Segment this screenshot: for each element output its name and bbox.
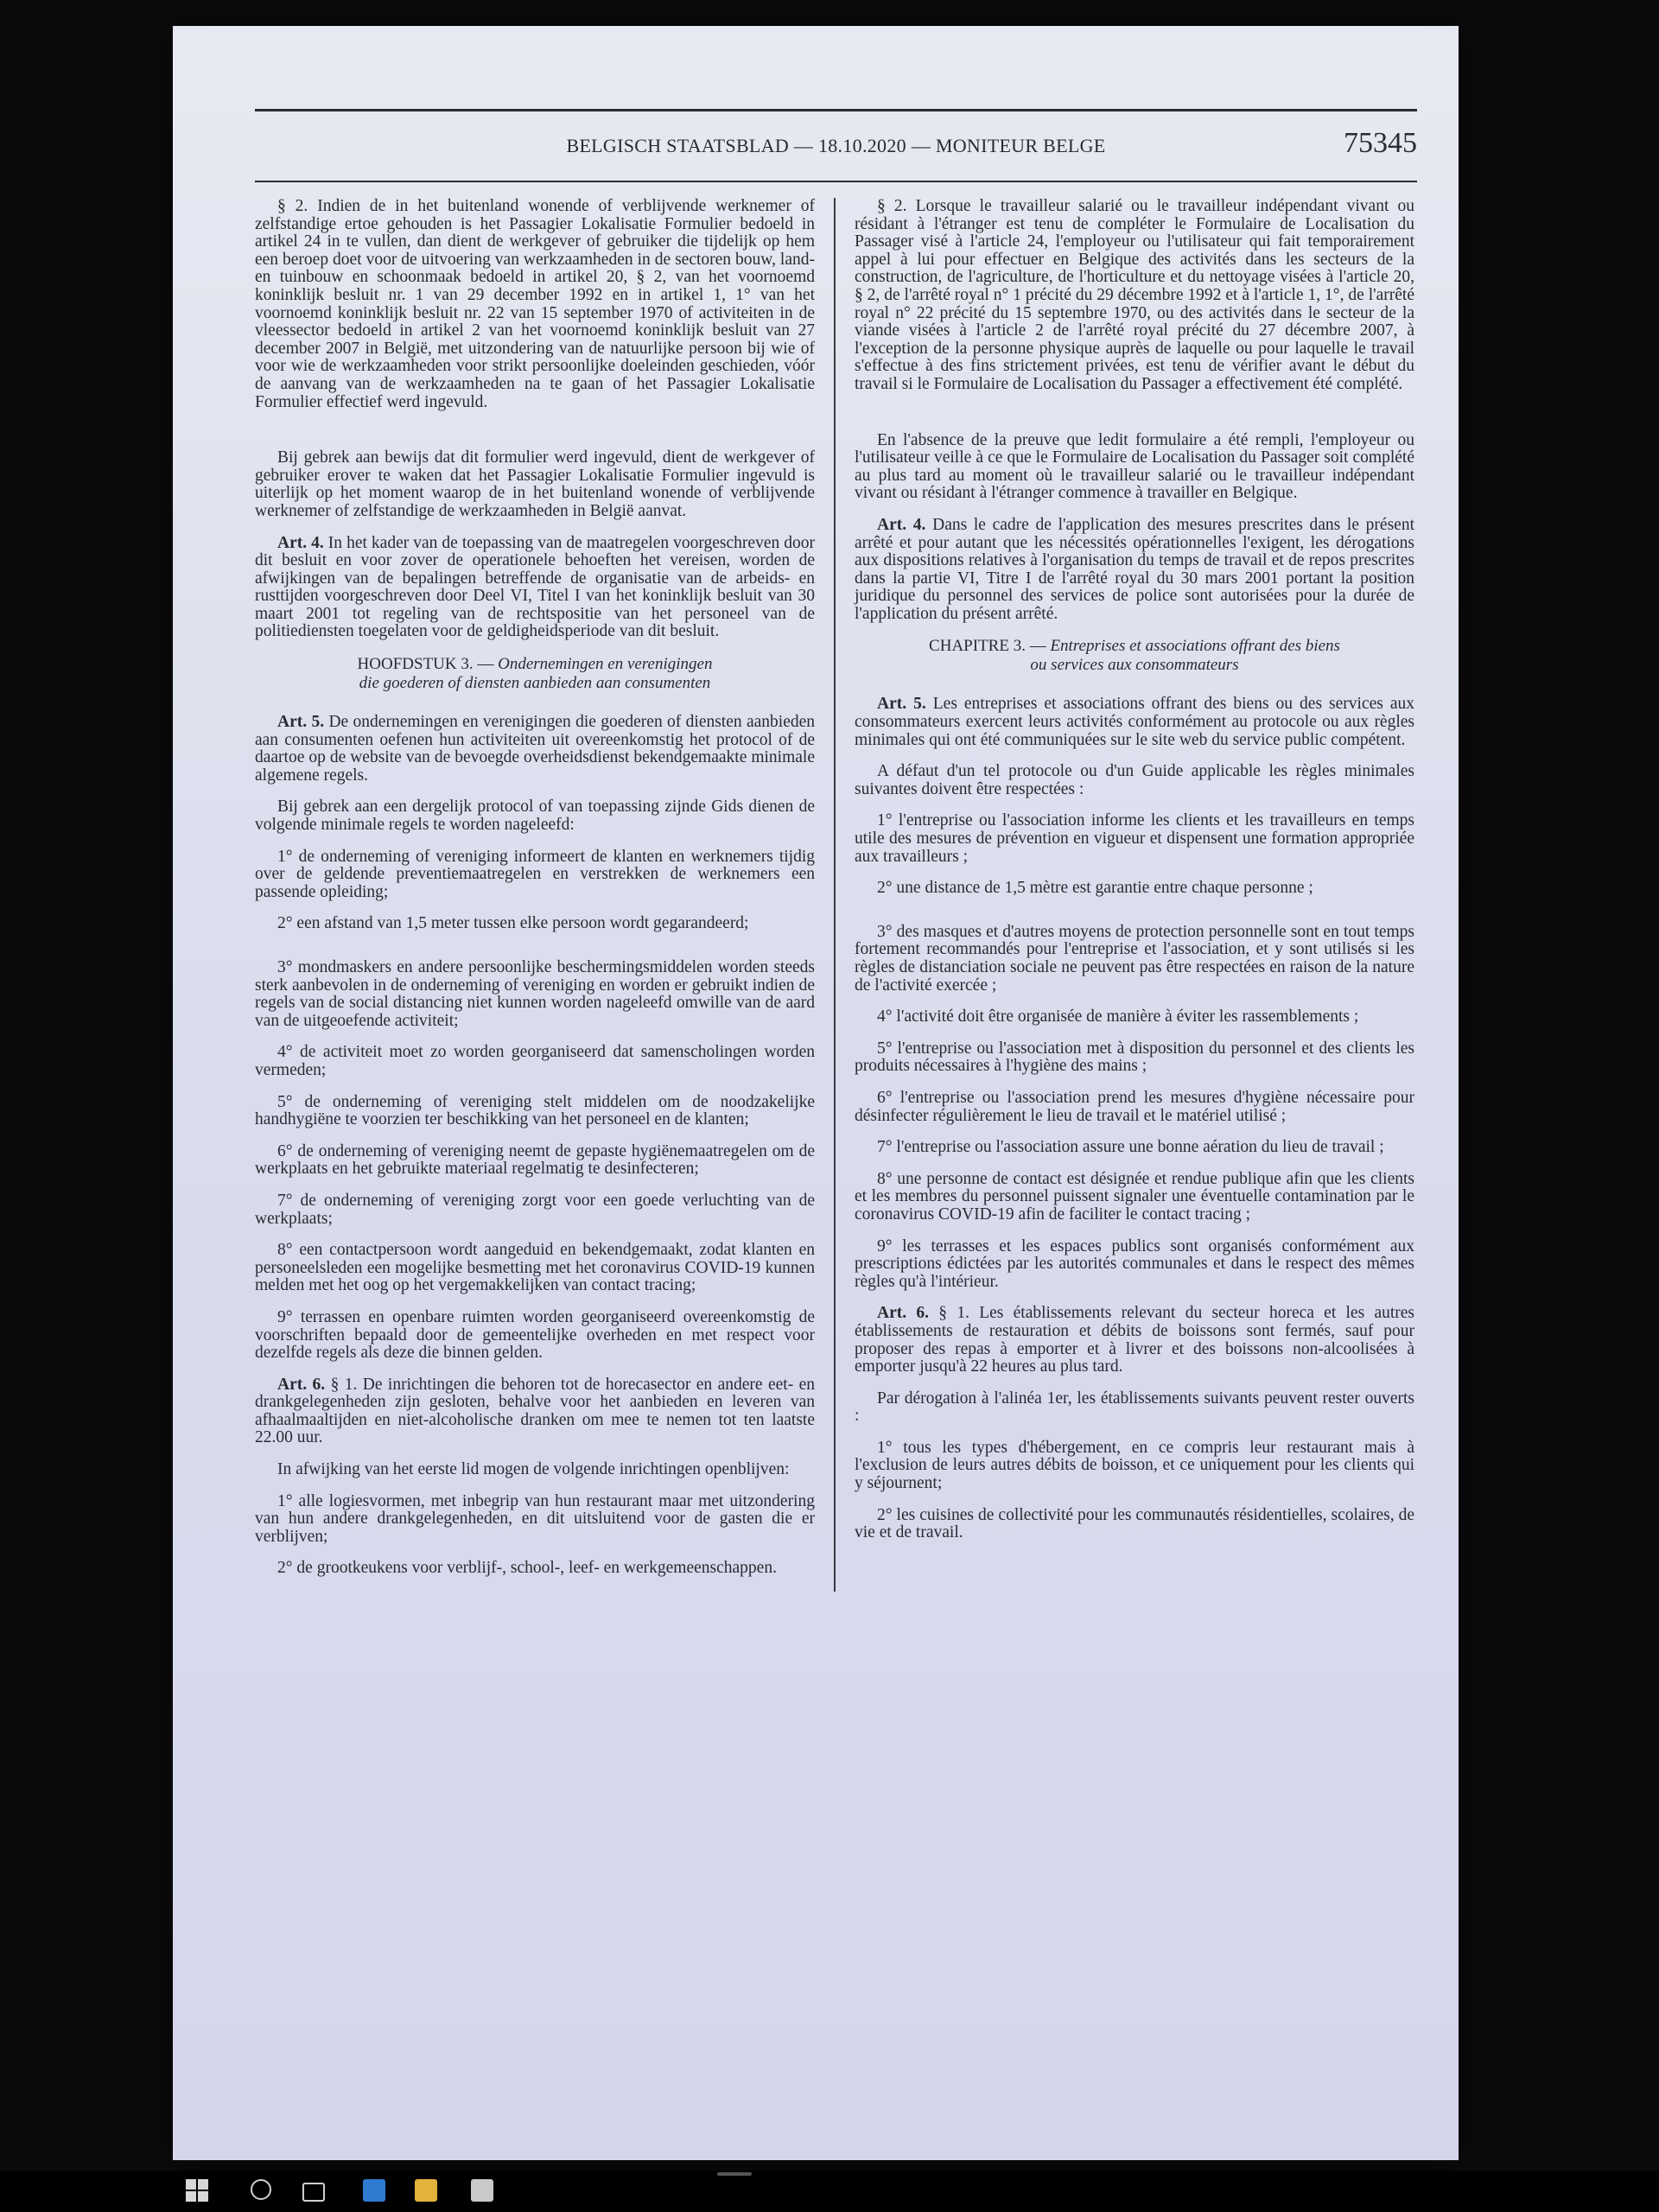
article-text: De ondernemingen en verenigingen die goederen of diensten aanbieden aan consumenten oefenen hun activiteiten uit overeenkomstig het protocol of de daartoe op de website van de bevoegde overheidsdienst bekendgemaakte minimale algemene regels. xyxy=(255,713,816,785)
taskbar xyxy=(0,2171,1659,2212)
rule-item: 4° l'activité doit être organisée de manière à éviter les rassemblements ; xyxy=(877,1007,1359,1027)
rule-item: 5° l'entreprise ou l'association met à disposition du personnel et des clients les produits nécessaires à l'hygiène des mains ; xyxy=(855,1039,1414,1076)
paragraph-proof: En l'absence de la preuve que ledit formulaire a été rempli, l'employeur ou l'utilisateur veille à ce que le Formulaire de Localisation du Passager soit complété au plus tard au moment où le travailleur salarié ou le travailleur indépendant vivant ou résidant à l'étranger commence à travailler en Belgique. xyxy=(855,430,1414,503)
paragraph-derogation: Par dérogation à l'alinéa 1er, les établissements suivants peuvent rester ouverts : xyxy=(855,1389,1414,1426)
article-4 xyxy=(255,535,815,642)
paragraph-derogation: In afwijking van het eerste lid mogen de volgende inrichtingen openblijven: xyxy=(277,1460,790,1479)
rule-item: 1° alle logiesvormen, met inbegrip van hun restaurant maar met uitzondering van hun andere drankgelegenheden, en dit uitsluitend voor de gasten die er verblijven; xyxy=(255,1491,815,1546)
rule-item: 3° des masques et d'autres moyens de protection personnelle sont en tout temps fortement recommandés pour l'entreprise et l'association, et y sont utilisés si les règles de distanciation sociale ne peuvent pas être respectées en raison de la nature de l'activité exercée ; xyxy=(855,922,1414,995)
rule-item: 6° l'entreprise ou l'association prend les mesures d'hygiène nécessaire pour désinfecter régulièrement le lieu de travail et le matériel utilisé ; xyxy=(855,1088,1414,1125)
article-label: Art. 4. xyxy=(277,533,324,552)
article-6 xyxy=(255,1376,815,1447)
windows-start-icon[interactable] xyxy=(186,2179,208,2202)
article-text: Les entreprises et associations offrant des biens ou des services aux consommateurs exercent leurs activités conformément au protocole ou aux règles minimales qui ont été communiquées sur le site web du service public compétent. xyxy=(855,695,1414,749)
article-label: Art. 4. xyxy=(877,515,926,534)
article-6 xyxy=(855,1305,1414,1376)
french-column xyxy=(836,198,1414,1592)
task-view-icon[interactable] xyxy=(302,2183,325,2202)
rule-item: 3° mondmaskers en andere persoonlijke beschermingsmiddelen worden steeds sterk aanbevolen in de onderneming of vereniging en worden er gebruikt indien de regels van de social distancing niet kunnen worden nageleefd omwille van de aard van de uitgeoefende activiteit; xyxy=(255,958,815,1030)
paragraph-proof: Bij gebrek aan bewijs dat dit formulier werd ingevuld, dient de werkgever of gebruiker erover te waken dat het Passagier Lokalisatie Formulier ingevuld is uiterlijk op het moment waarop de in het buitenland wonende of verblijvende werknemer of zelfstandige de werkzaamheden in België aanvat. xyxy=(255,448,815,520)
search-icon[interactable] xyxy=(251,2179,271,2200)
article-text: Dans le cadre de l'application des mesures prescrites dans le présent arrêté et pour autant que les nécessités opérationnelles l'exigent, les dérogations aux dispositions relatives à l'organisation du temps de travail et de repos prescrites dans la partie VI, Titre I de l'arrêté royal du 30 mars 2001 portant la position juridique du personnel des services de police sont autorisées pour la durée de l'application du présent arrêté. xyxy=(855,515,1414,623)
gazette-page xyxy=(255,109,1417,2131)
rule-item: 2° een afstand van 1,5 meter tussen elke persoon wordt gegarandeerd; xyxy=(277,914,749,933)
paragraph-minimal-rules: Bij gebrek aan een dergelijk protocol of van toepassing zijnde Gids dienen de volgende minimale regels te worden nageleefd: xyxy=(255,798,815,835)
rule-item: 1° tous les types d'hébergement, en ce compris leur restaurant mais à l'exclusion de leurs autres débits de boisson, et ce uniquement pour les clients qui y séjournent; xyxy=(855,1438,1414,1493)
chapter-heading xyxy=(255,655,815,693)
chapter-prefix: HOOFDSTUK 3. — xyxy=(357,655,494,674)
article-label: Art. 6. xyxy=(277,1375,326,1394)
rule-item: 1° de onderneming of vereniging informeert de klanten en werknemers tijdig over de geldende preventiemaatregelen en verstrekken de werknemers een passende opleiding; xyxy=(255,847,815,901)
monitor-screen xyxy=(173,26,1459,2160)
rule-item: 7° de onderneming of vereniging zorgt voor een goede verluchting van de werkplaats; xyxy=(255,1191,815,1228)
store-icon[interactable] xyxy=(471,2179,493,2202)
header-title: BELGISCH STAATSBLAD — 18.10.2020 — MONITEUR BELGE xyxy=(566,135,1106,156)
article-text: In het kader van de toepassing van de maatregelen voorgeschreven door dit besluit en voor zover de operationele behoeften het vereisen, worden de afwijkingen van de bepalingen betreffende de organisatie van de arbeids- en rusttijden voorgeschreven door Deel VI, Titel I van het koninklijk besluit van 30 maart 2001 tot regeling van de rechtspositie van het personeel van de politiediensten toegelaten voor de geldigheidsperiode van dit besluit. xyxy=(255,533,815,641)
edge-browser-icon[interactable] xyxy=(363,2179,385,2202)
rule-item: 9° terrassen en openbare ruimten worden georganiseerd overeenkomstig de voorschriften bepaald door de gemeentelijke overheden en met respect voor dezelfde regels als deze die binnen gelden. xyxy=(255,1307,815,1363)
rule-item: 6° de onderneming of vereniging neemt de gepaste hygiënemaatregelen om de werkplaats en het gebruikte materiaal regelmatig te desinfecteren; xyxy=(255,1141,815,1179)
page-number: 75345 xyxy=(1344,127,1417,159)
rule-item: 2° les cuisines de collectivité pour les communautés résidentielles, scolaires, de vie et de travail. xyxy=(855,1505,1414,1542)
rule-item: 9° les terrasses et les espaces publics sont organisés conformément aux prescriptions édictées par les autorités communales et dans le respect des mêmes règles qu'à l'intérieur. xyxy=(855,1236,1414,1291)
rule-item: 5° de onderneming of vereniging stelt middelen om de noodzakelijke handhygiëne te voorzien ter beschikking van het personeel en de klanten; xyxy=(255,1092,815,1129)
dutch-column xyxy=(255,198,836,1592)
article-text: § 1. Les établissements relevant du secteur horeca et les autres établissements de restauration et débits de boissons sont fermés, sauf pour proposer des repas à emporter et à livrer et des boissons non-alcoolisées à emporter jusqu'à 22 heures au plus tard. xyxy=(855,1304,1415,1376)
article-label: Art. 5. xyxy=(877,695,926,714)
paragraph-minimal-rules: A défaut d'un tel protocole ou d'un Guide applicable les règles minimales suivantes doivent être respectées : xyxy=(855,762,1414,798)
chapter-title-line-1: Ondernemingen en verenigingen xyxy=(498,655,713,674)
rule-item: 7° l'entreprise ou l'association assure une bonne aération du lieu de travail ; xyxy=(877,1138,1384,1157)
file-explorer-icon[interactable] xyxy=(415,2179,437,2202)
chapter-prefix: CHAPITRE 3. — xyxy=(929,637,1046,656)
active-app-indicator-icon xyxy=(717,2172,752,2176)
rule-item: 8° une personne de contact est désignée et rendue publique afin que les clients et les membres du personnel puissent signaler une éventuelle contamination par le coronavirus COVID-19 afin de faciliter le contact tracing ; xyxy=(855,1169,1414,1224)
article-4 xyxy=(855,517,1414,624)
article-text: § 1. De inrichtingen die behoren tot de horecasector en andere eet- en drankgelegenheden zijn gesloten, behalve voor het aanbieden en leveren van afhaalmaaltijden en niet-alcoholische dranken om mee te nemen tot ten laatste 22.00 uur. xyxy=(255,1375,816,1447)
rule-item: 8° een contactpersoon wordt aangeduid en bekendgemaakt, zodat klanten en personeelsleden een mogelijke besmetting met het coronavirus COVID-19 kunnen melden met het oog op het vergemakkelijken van contact tracing; xyxy=(255,1241,815,1295)
paragraph-2: § 2. Lorsque le travailleur salarié ou le travailleur indépendant vivant ou résidant à l'étranger est tenu de compléter le Formulaire de Localisation du Passager visé à l'article 24, l'employeur ou l'utilisateur qui fait temporairement appel à lui pour effectuer en Belgique des activités dans les secteurs de la construction, de l'agriculture, de l'horticulture et du nettoyage visées à l'article 20, § 2, de l'arrêté royal n° 1 précité du 29 décembre 1992 et à l'article 1, 1°, de l'arrêté royal n° 22 précité du 15 septembre 1970, ou des activités dans le secteur de la viande visées à l'article 2 de l'arrêté royal précité du 27 décembre 2007, à l'exception de la personne physique auprès de laquelle ou pour laquelle le travail s'effectue à des fins strictement privées, est tenu de vérifier avant le début du travail si le Formulaire de Localisation du Passager a effectivement été complété. xyxy=(855,197,1414,393)
chapter-title-line-2: die goederen of diensten aanbieden aan consumenten xyxy=(359,674,711,693)
paragraph-2: § 2. Indien de in het buitenland wonende of verblijvende werknemer of zelfstandige ertoe gehouden is het Passagier Lokalisatie Formulier bedoeld in artikel 24 in te vullen, dan dient de werkgever of gebruiker die tijdelijk op hem een beroep doet voor de uitvoering van werkzaamheden in de sectoren bouw, land- en tuinbouw en schoonmaak bedoeld in artikel 20, § 2, van het voornoemd koninklijk besluit nr. 1 van 29 december 1992 en in artikel 1, 1° van het voornoemd koninklijk besluit nr. 22 van 15 september 1970 of activiteiten in de vleessector bedoeld in artikel 2 van het voornoemd koninklijk besluit van 27 december 2007 in België, met uitzondering van de natuurlijke persoon bij wie of voor wie de werkzaamheden voor strikt persoonlijke doeleinden geschieden, vóór de aanvang van de werkzaamheden na te gaan of het Passagier Lokalisatie Formulier effectief werd ingevuld. xyxy=(255,197,815,411)
article-label: Art. 5. xyxy=(277,713,325,732)
chapter-title-line-1: Entreprises et associations offrant des biens xyxy=(1050,637,1340,656)
page-header xyxy=(255,109,1417,182)
chapter-heading xyxy=(855,637,1414,675)
article-label: Art. 6. xyxy=(877,1304,930,1323)
rule-item: 1° l'entreprise ou l'association informe les clients et les travailleurs en temps utile des mesures de prévention en vigueur et dispensent une formation appropriée aux travailleurs ; xyxy=(855,811,1414,866)
article-5 xyxy=(255,714,815,785)
rule-item: 2° une distance de 1,5 mètre est garantie entre chaque personne ; xyxy=(877,879,1313,898)
article-5 xyxy=(855,696,1414,749)
rule-item: 2° de grootkeukens voor verblijf-, school-, leef- en werkgemeenschappen. xyxy=(277,1559,777,1578)
rule-item: 4° de activiteit moet zo worden georganiseerd dat samenscholingen worden vermeden; xyxy=(255,1043,815,1079)
chapter-title-line-2: ou services aux consommateurs xyxy=(1030,656,1239,675)
